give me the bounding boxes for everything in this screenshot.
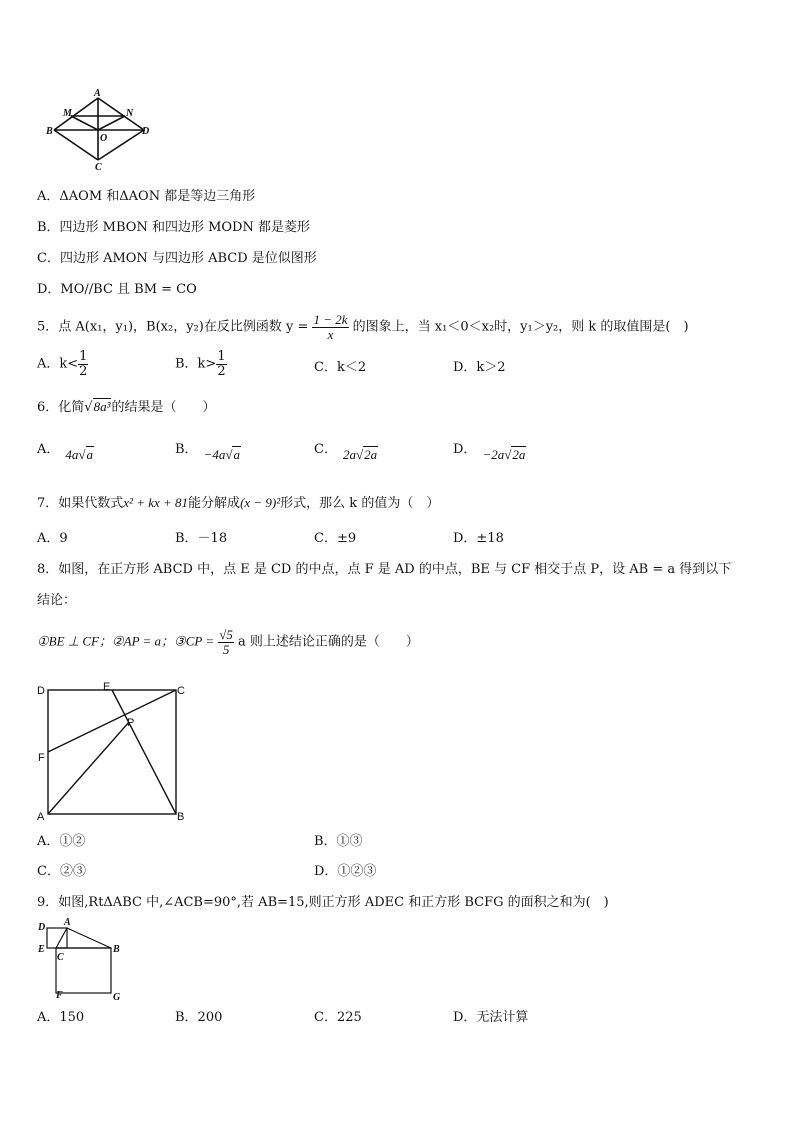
q5-a-num: 1 xyxy=(79,349,88,364)
fig-label: A xyxy=(64,917,71,928)
q7-stem-pre: 7．如果代数式 xyxy=(37,496,124,511)
q6-a-label: A． xyxy=(37,442,60,457)
fig-label: P xyxy=(127,717,135,729)
q6-stem-pre: 6．化简 xyxy=(37,400,85,415)
q7-option-a: A．9 xyxy=(37,531,68,546)
q7-option-b: B．－18 xyxy=(175,531,228,546)
fig-label: O xyxy=(100,133,108,144)
question-6-stem: 6．化简√8a³的结果是（ ） xyxy=(37,399,216,415)
fig-label: G xyxy=(113,992,121,1003)
q6-c-label: C． xyxy=(314,442,337,457)
fig-label: C xyxy=(95,162,102,173)
q9-option-b: B．200 xyxy=(175,1010,223,1025)
question-8-line2: 结论： xyxy=(37,593,77,608)
fig-label: F xyxy=(38,752,45,764)
q5-b-den: 2 xyxy=(217,363,226,379)
q8-conclusions-post: a 则上述结论正确的是（ ） xyxy=(238,634,419,650)
q5-stem-post: 的图象上，当 x₁＜0＜x₂时，y₁＞y₂，则 k 的取值围是( ) xyxy=(352,319,689,335)
q5-option-c: C．k＜2 xyxy=(314,360,367,375)
fig-label: B xyxy=(177,811,185,823)
q5-option-b-label: B．k> xyxy=(175,356,217,372)
fig-label: A xyxy=(94,88,101,99)
q5-option-a xyxy=(37,350,88,378)
fig-label: C xyxy=(177,685,185,697)
q5-option-b xyxy=(175,350,227,378)
q6-stem-post: 的结果是（ ） xyxy=(111,400,216,415)
question-8-conclusions xyxy=(37,628,419,656)
q6-c-rad: 2a xyxy=(364,447,378,462)
fig-label: B xyxy=(113,944,120,955)
fig-label: D xyxy=(38,922,46,933)
q5-frac-num: 1 − 2k xyxy=(313,312,348,327)
fig-label: C xyxy=(57,952,64,963)
squares-figure xyxy=(36,918,136,1003)
q8-frac-den: 5 xyxy=(222,641,230,657)
q8-option-a: A．①② xyxy=(37,834,86,849)
fig-label: N xyxy=(126,108,134,119)
q6-b-coef: −4a xyxy=(203,447,226,462)
q5-fraction xyxy=(312,313,348,341)
q7-option-c: C．±9 xyxy=(314,531,357,546)
q4-option-d: D．MO//BC 且 BM = CO xyxy=(37,282,197,297)
question-7-stem xyxy=(37,496,439,510)
q4-option-a: A．ΔAOM 和ΔAON 都是等边三角形 xyxy=(37,189,256,204)
q5-frac-den: x xyxy=(327,326,334,342)
q5-a-den: 2 xyxy=(79,363,88,379)
q8-frac-num: √5 xyxy=(219,627,233,642)
q6-c-coef: 2a xyxy=(342,447,356,462)
fig-label: M xyxy=(63,108,72,119)
q4-option-b: B．四边形 MBON 和四边形 MODN 都是菱形 xyxy=(37,220,310,235)
q7-stem-mid: 能分解成 xyxy=(188,496,241,511)
q8-option-b: B．①③ xyxy=(314,834,363,849)
rhombus-figure xyxy=(44,88,164,173)
q6-option-b: B． −4a√a xyxy=(175,442,240,462)
q8-option-c: C．②③ xyxy=(37,864,86,879)
question-5-stem xyxy=(37,313,689,341)
q9-option-c: C．225 xyxy=(314,1010,362,1025)
q4-option-c: C．四边形 AMON 与四边形 ABCD 是位似图形 xyxy=(37,251,317,266)
q6-a-coef: 4a xyxy=(65,447,79,462)
q6-d-rad: 2a xyxy=(512,447,526,462)
fig-label: B xyxy=(46,126,53,137)
question-8-line1: 8．如图，在正方形 ABCD 中，点 E 是 CD 的中点，点 F 是 AD 的中点，BE 与 CF 相交于点 P，设 AB = a 得到以下 xyxy=(37,562,732,577)
question-9-stem: 9．如图,RtΔABC 中,∠ACB=90°,若 AB=15,则正方形 ADEC 和正方形 BCFG 的面积之和为( ) xyxy=(37,895,609,910)
q7-expr: x² + kx + 81 xyxy=(123,495,189,510)
fig-label: F xyxy=(56,990,63,1001)
q9-option-a: A．150 xyxy=(37,1010,85,1025)
q5-option-d: D．k＞2 xyxy=(453,360,506,375)
q9-option-d: D．无法计算 xyxy=(453,1010,529,1025)
fig-label: E xyxy=(103,681,111,693)
q7-stem-post: 形式，那么 k 的值为（ ） xyxy=(280,496,440,511)
fig-label: D xyxy=(142,126,150,137)
q6-option-d: D． −2a√2a xyxy=(453,442,526,462)
q6-option-a: A． 4a√a xyxy=(37,442,94,462)
q5-b-num: 1 xyxy=(217,349,226,364)
q5-option-a-label: A．k< xyxy=(37,356,79,372)
q6-b-label: B． xyxy=(175,442,198,457)
q6-b-rad: a xyxy=(233,447,240,462)
q7-option-d: D．±18 xyxy=(453,531,504,546)
q6-option-c: C． 2a√2a xyxy=(314,442,378,462)
fig-label: D xyxy=(37,685,45,697)
square-figure xyxy=(36,682,196,822)
q8-option-d: D．①②③ xyxy=(314,864,377,879)
q8-conclusions-pre: ①BE ⊥ CF；②AP = a；③CP = xyxy=(37,633,215,649)
fig-label: A xyxy=(37,811,45,823)
q6-d-coef: −2a xyxy=(482,447,505,462)
q7-expr2: (x − 9)² xyxy=(240,495,281,510)
q5-stem-pre: 5．点 A(x₁，y₁)，B(x₂，y₂)在反比例函数 y = xyxy=(37,319,309,335)
q6-d-label: D． xyxy=(453,442,477,457)
q6-a-rad: a xyxy=(86,447,94,462)
fig-label: E xyxy=(38,944,45,955)
q6-radicand: 8a³ xyxy=(93,399,111,414)
